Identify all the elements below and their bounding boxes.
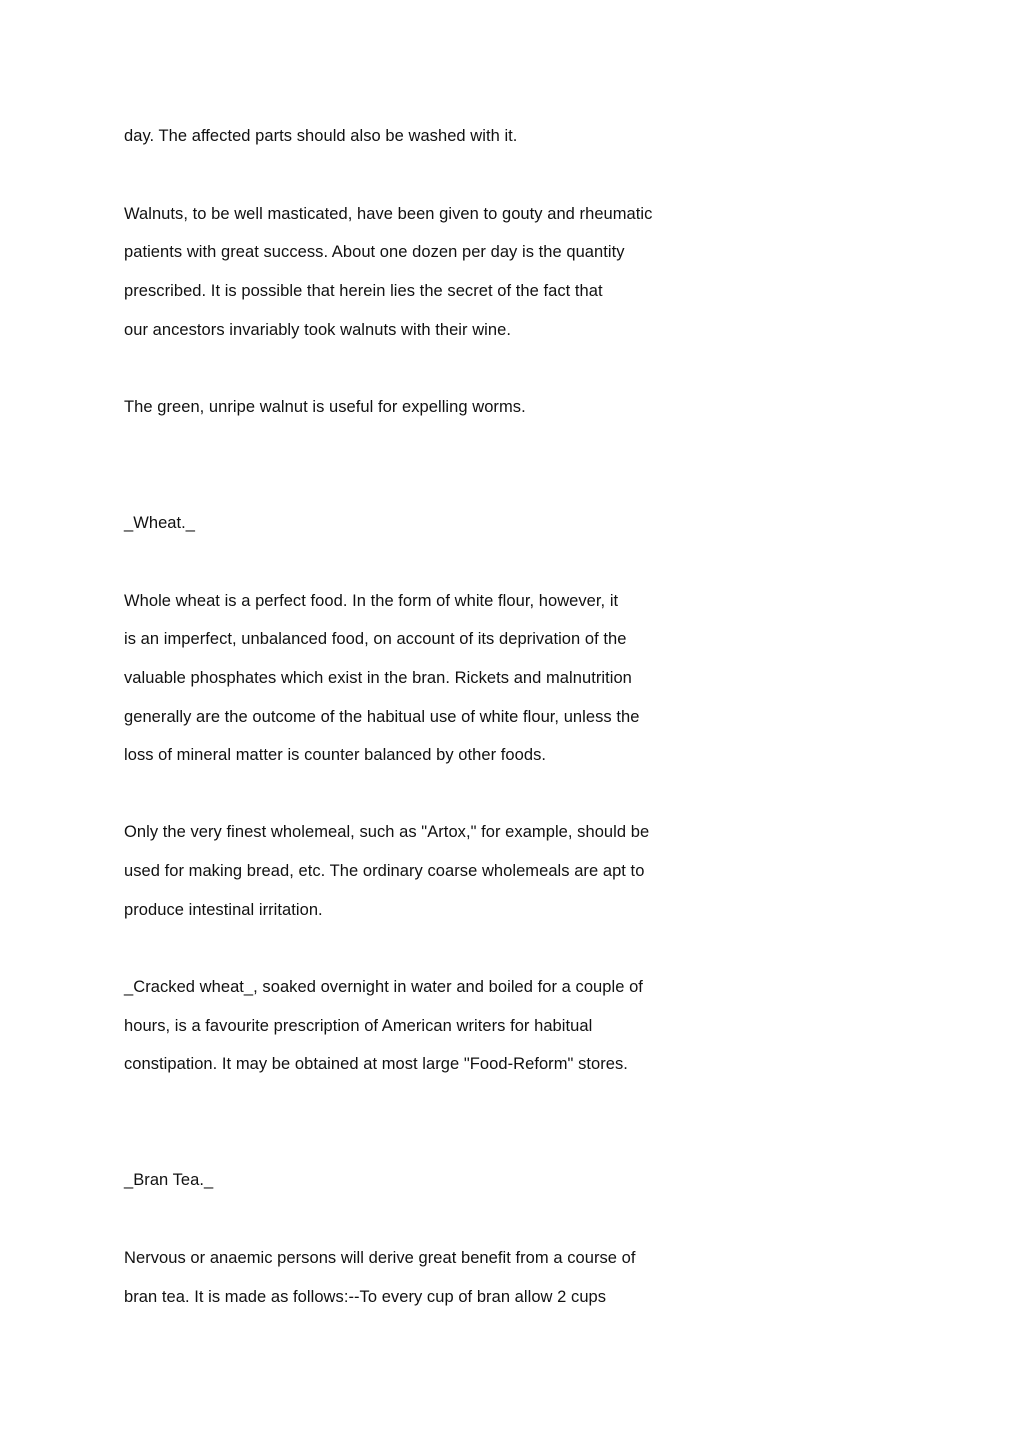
- text-line: day. The affected parts should also be washed with it.: [124, 127, 518, 145]
- text-line: valuable phosphates which exist in the bran. Rickets and malnutrition: [124, 669, 632, 687]
- section-heading-bran-tea: _Bran Tea._: [124, 1171, 214, 1189]
- text-line: hours, is a favourite prescription of American writers for habitual: [124, 1017, 593, 1035]
- text-line: Walnuts, to be well masticated, have been given to gouty and rheumatic: [124, 205, 653, 223]
- text-line: bran tea. It is made as follows:--To every cup of bran allow 2 cups: [124, 1288, 607, 1306]
- text-line: Nervous or anaemic persons will derive great benefit from a course of: [124, 1249, 636, 1267]
- text-line: _Cracked wheat_, soaked overnight in water and boiled for a couple of: [124, 978, 643, 996]
- text-line: The green, unripe walnut is useful for expelling worms.: [124, 398, 526, 416]
- text-line: produce intestinal irritation.: [124, 901, 323, 919]
- text-line: our ancestors invariably took walnuts with their wine.: [124, 321, 511, 339]
- text-line: is an imperfect, unbalanced food, on account of its deprivation of the: [124, 630, 627, 648]
- text-line: Only the very finest wholemeal, such as "Artox," for example, should be: [124, 823, 650, 841]
- text-line: prescribed. It is possible that herein lies the secret of the fact that: [124, 282, 603, 300]
- text-line: loss of mineral matter is counter balanced by other foods.: [124, 746, 547, 764]
- text-line: used for making bread, etc. The ordinary coarse wholemeals are apt to: [124, 862, 645, 880]
- text-line: constipation. It may be obtained at most large "Food-Reform" stores.: [124, 1055, 628, 1073]
- text-line: Whole wheat is a perfect food. In the form of white flour, however, it: [124, 592, 619, 610]
- text-line: patients with great success. About one dozen per day is the quantity: [124, 243, 625, 261]
- text-line: generally are the outcome of the habitual use of white flour, unless the: [124, 708, 640, 726]
- section-heading-wheat: _Wheat._: [124, 514, 196, 532]
